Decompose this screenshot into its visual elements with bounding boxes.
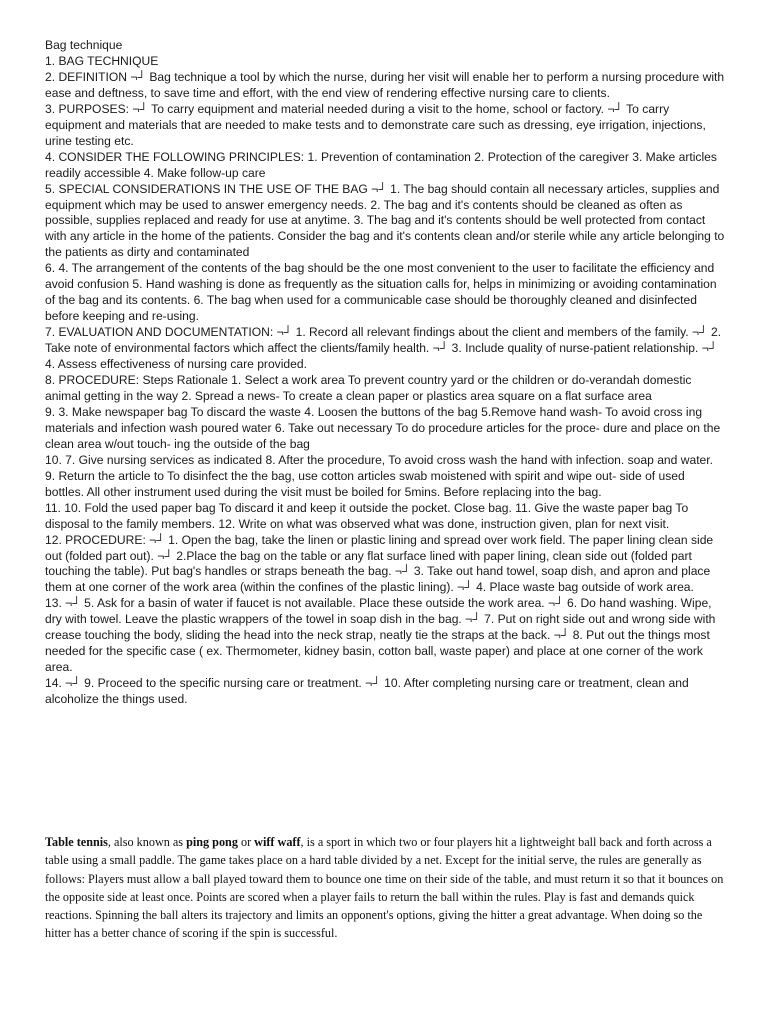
paragraph-3: 3. PURPOSES: ¬┘ To carry equipment and material needed during a visit to the home, school or factory. ¬┘ To carry equipment and materials that are needed to make tests and to demonstrate care such as dressing, eye irrigation, injections, urine testing etc. [45,101,706,148]
term-ping-pong: ping pong [186,835,238,849]
tt-text-1: , also known as [107,835,187,849]
tt-text-3: , is a sport in which two or four players hit a lightweight ball back and forth across a table using a small paddle. The game takes place on a hard table divided by a net. Except for the initial serve, the rules are generally as follows: Players must allow a ball played toward them to bounce one time on their side of the table, and must return it so that it bounces on the opposite side at least once. Points are scored when a player fails to return the ball within the rules. Play is fast and demands quick reactions. Spinning the ball alters its trajectory and limits an opponent's options, giving the hitter a great advantage. When doing so the hitter has a better chance of scoring if the spin is successful. [45,835,724,941]
tt-text-2: or [237,835,255,849]
paragraph-12: 12. PROCEDURE: ¬┘ 1. Open the bag, take the linen or plastic lining and spread over work field. The paper lining clean side out (folded part out). ¬┘ 2.Place the bag on the table or any flat surface lined with paper lining, clean side out (folded part touching the table). Put bag's handles or straps beneath the bag. ¬┘ 3. Take out hand towel, soap dish, and apron and place them at one corner of the work area (within the confines of the plastic lining). ¬┘ 4. Place waste bag outside of work area. [45,532,714,595]
term-table-tennis: Table tennis [45,835,108,849]
bag-technique-text [45,38,725,708]
paragraph-11: 11. 10. Fold the used paper bag To discard it and keep it outside the pocket. Close bag. 11. Give the waste paper bag To disposal to the family members. 12. Write on what was observed what was done, instruction given, plan for next visit. [45,500,689,531]
table-tennis-paragraph [45,833,725,943]
paragraph-6: 6. 4. The arrangement of the contents of the bag should be the one most convenient to the user to facilitate the efficiency and avoid confusion 5. Hand washing is done as frequently as the situation calls for, helps in minimizing or avoiding contamination of the bag and its contents. 6. The bag when used for a communicable case should be thoroughly cleaned and disinfected before keeping and re-using. [45,261,717,324]
paragraph-1: 1. BAG TECHNIQUE [45,53,159,68]
term-wiff-waff: wiff waff [254,835,301,849]
paragraph-9: 9. 3. Make newspaper bag To discard the waste 4. Loosen the buttons of the bag 5.Remove hand wash- To avoid cross ing materials and infection wash poured water 6. Take out necessary To do procedure articles for the proce- dure and place on the clean area w/out touch- ing the outside of the bag [45,404,721,451]
paragraph-7: 7. EVALUATION AND DOCUMENTATION: ¬┘ 1. Record all relevant findings about the client and members of the family. ¬┘ 2. Take note of environmental factors which affect the clients/family health. ¬┘ 3. Include quality of nurse-patient relationship. ¬┘ 4. Assess effectiveness of nursing care provided. [45,325,722,372]
document-title: Bag technique [45,38,123,52]
paragraph-2: 2. DEFINITION ¬┘ Bag technique a tool by which the nurse, during her visit will enable her to perform a nursing procedure with ease and deftness, to save time and effort, with the end view of rendering effective nursing care to clients. [45,69,725,100]
paragraph-8: 8. PROCEDURE: Steps Rationale 1. Select a work area To prevent country yard or the children or do-verandah domestic animal getting in the way 2. Spread a news- To create a clean paper or plastics area square on a flat surface area [45,373,692,403]
paragraph-5: 5. SPECIAL CONSIDERATIONS IN THE USE OF THE BAG ¬┘ 1. The bag should contain all necessary articles, supplies and equipment which may be used to answer emergency needs. 2. The bag and it's contents should be cleaned as often as possible, supplies replaced and ready for use at anytime. 3. The bag and it's contents should be well protected from contact with any article in the home of the patients. Consider the bag and it's contents clean and/or sterile while any article belonging to the patients as dirty and contaminated [45,181,725,260]
paragraph-4: 4. CONSIDER THE FOLLOWING PRINCIPLES: 1. Prevention of contamination 2. Protection of the caregiver 3. Make articles readily accessible 4. Make follow-up care [45,149,717,180]
paragraph-10: 10. 7. Give nursing services as indicated 8. After the procedure, To avoid cross wash the hand with infection. soap and water. 9. Return the article to To disinfect the the bag, use cotton articles swab moistened with spirit and wipe out- side of used bottles. All other instrument used during the visit must be boiled for 5mins. Before replacing into the bag. [45,452,714,499]
paragraph-14: 14. ¬┘ 9. Proceed to the specific nursing care or treatment. ¬┘ 10. After completing nursing care or treatment, clean and alcoholize the things used. [45,676,689,707]
paragraph-13: 13. ¬┘ 5. Ask for a basin of water if faucet is not available. Place these outside the work area. ¬┘ 6. Do hand washing. Wipe, dry with towel. Leave the plastic wrappers of the towel in soap dish in the bag. ¬┘ 7. Put on right side out and wrong side with crease touching the body, sliding the head into the neck strap, neatly tie the straps at the back. ¬┘ 8. Put out the things most needed for the specific case ( ex. Thermometer, kidney basin, cotton ball, waste paper) and place at one corner of the work area. [45,596,716,675]
